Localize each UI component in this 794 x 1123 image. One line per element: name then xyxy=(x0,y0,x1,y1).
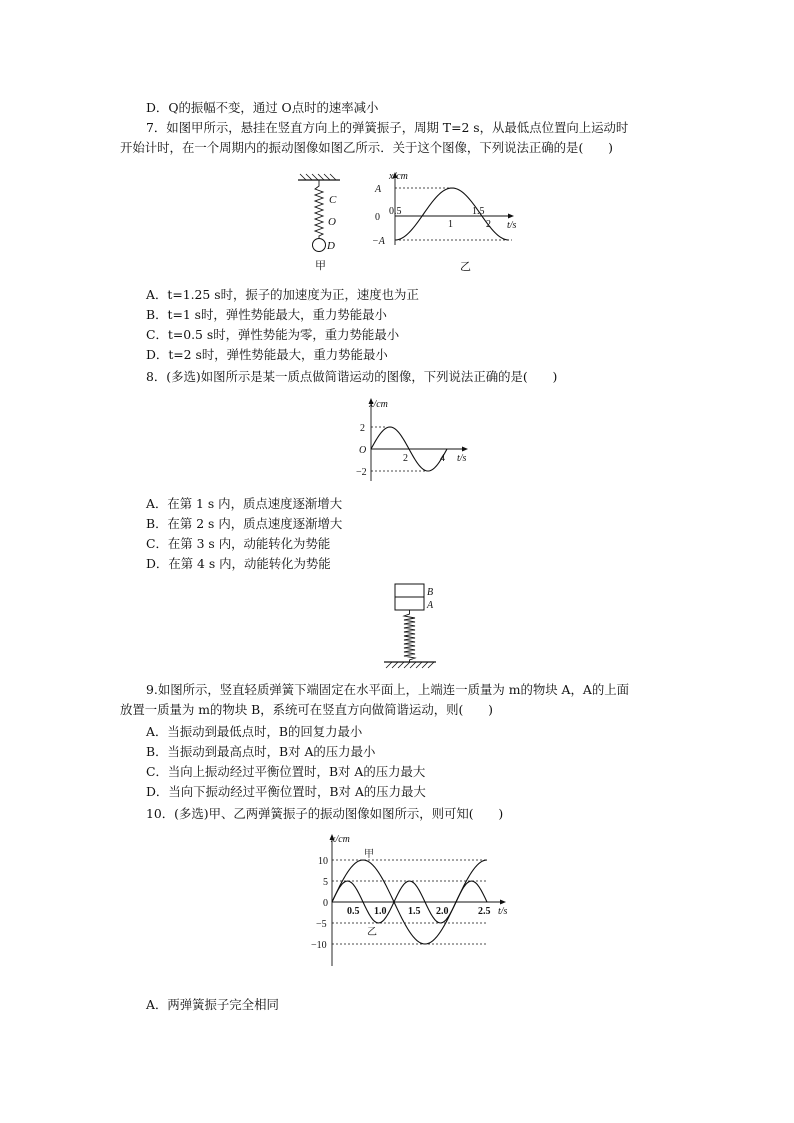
label-o: O xyxy=(328,216,336,228)
origin-label: 0 xyxy=(375,212,380,223)
q9-stem-line1: 9.如图所示，竖直轻质弹簧下端固定在水平面上，上端连一质量为 m的物块 A，A的上面 xyxy=(146,682,630,697)
y-tick-10: 10 xyxy=(318,856,328,867)
q10-option-a: A．两弹簧振子完全相同 xyxy=(146,997,279,1012)
x-tick-4: 4 xyxy=(440,453,445,464)
q7-stem-line1: 7．如图甲所示，悬挂在竖直方向上的弹簧振子，周期 T=2 s，从最低点位置向上运动时 xyxy=(146,120,629,135)
q9-stem-line2: 放置一质量为 m的物块 B，系统可在竖直方向做简谐运动，则( ) xyxy=(120,702,493,717)
y-tick-neg-a: −A xyxy=(372,236,385,247)
q8-option-b: B．在第 2 s 内，质点速度逐渐增大 xyxy=(146,516,343,531)
y-tick-0: 0 xyxy=(323,898,328,909)
x-tick-1.5: 1.5 xyxy=(408,906,421,917)
x-tick-2.0: 2.0 xyxy=(436,906,449,917)
q7-figure-graph xyxy=(360,170,530,275)
q9-option-c: C．当向上振动经过平衡位置时，B对 A的压力最大 xyxy=(146,764,426,779)
q8-stem: 8．(多选)如图所示是某一质点做简谐运动的图像，下列说法正确的是( ) xyxy=(146,369,558,384)
x-tick-2.5: 2.5 xyxy=(478,906,491,917)
x-tick-2: 2 xyxy=(486,219,491,230)
x-axis-label: t/s xyxy=(457,453,467,464)
y-tick-neg-2: −2 xyxy=(356,467,367,478)
q7-option-d: D．t=2 s时，弹性势能最大，重力势能最小 xyxy=(146,347,388,362)
q8-figure-graph xyxy=(350,395,480,485)
x-axis-label: t/s xyxy=(507,220,517,231)
y-tick-neg-10: −10 xyxy=(311,940,327,951)
x-tick-1.5: 1.5 xyxy=(472,206,485,217)
x-tick-1: 1 xyxy=(448,219,453,230)
q10-stem: 10．(多选)甲、乙两弹簧振子的振动图像如图所示，则可知( ) xyxy=(146,806,504,821)
label-a: A xyxy=(427,600,434,611)
x-tick-1.0: 1.0 xyxy=(374,906,387,917)
series-label-yi: 乙 xyxy=(367,927,377,938)
y-axis-label: x/cm xyxy=(331,834,350,845)
q10-figure-graph xyxy=(310,830,520,970)
x-tick-0.5: 0.5 xyxy=(389,206,402,217)
y-tick-a: A xyxy=(375,184,382,195)
q8-option-d: D．在第 4 s 内，动能转化为势能 xyxy=(146,556,331,571)
q8-option-c: C．在第 3 s 内，动能转化为势能 xyxy=(146,536,331,551)
q6-option-d: D．Q的振幅不变，通过 O点时的速率减小 xyxy=(146,100,379,115)
origin-label: O xyxy=(359,445,367,456)
q9-figure-spring-blocks xyxy=(380,582,450,670)
label-d: D xyxy=(327,240,335,252)
q9-option-b: B．当振动到最高点时，B对 A的压力最小 xyxy=(146,744,376,759)
q8-option-a: A．在第 1 s 内，质点速度逐渐增大 xyxy=(146,496,343,511)
y-tick-5: 5 xyxy=(323,877,328,888)
figure-caption-jia: 甲 xyxy=(315,260,326,272)
q9-option-d: D．当向下振动经过平衡位置时，B对 A的压力最大 xyxy=(146,784,426,799)
y-axis-label: x/cm xyxy=(389,171,408,182)
x-tick-0.5: 0.5 xyxy=(347,906,360,917)
figure-caption-yi: 乙 xyxy=(460,261,471,273)
x-tick-2: 2 xyxy=(403,453,408,464)
q7-option-c: C．t=0.5 s时，弹性势能为零，重力势能最小 xyxy=(146,327,400,342)
q7-curve xyxy=(395,188,509,240)
q7-option-a: A．t=1.25 s时，振子的加速度为正，速度也为正 xyxy=(146,287,419,302)
y-tick-2: 2 xyxy=(360,423,365,434)
series-label-jia: 甲 xyxy=(364,849,374,860)
label-c: C xyxy=(329,194,337,206)
q9-option-a: A．当振动到最低点时，B的回复力最小 xyxy=(146,724,363,739)
y-axis-label: x/cm xyxy=(369,399,388,410)
y-tick-neg-5: −5 xyxy=(316,919,327,930)
q7-figure-spring xyxy=(290,170,360,275)
q7-option-b: B．t=1 s时，弹性势能最大，重力势能最小 xyxy=(146,307,387,322)
x-axis-label: t/s xyxy=(498,906,508,917)
q7-stem-line2: 开始计时，在一个周期内的振动图像如图乙所示．关于这个图像，下列说法正确的是( ) xyxy=(120,140,613,155)
label-b: B xyxy=(427,587,434,598)
